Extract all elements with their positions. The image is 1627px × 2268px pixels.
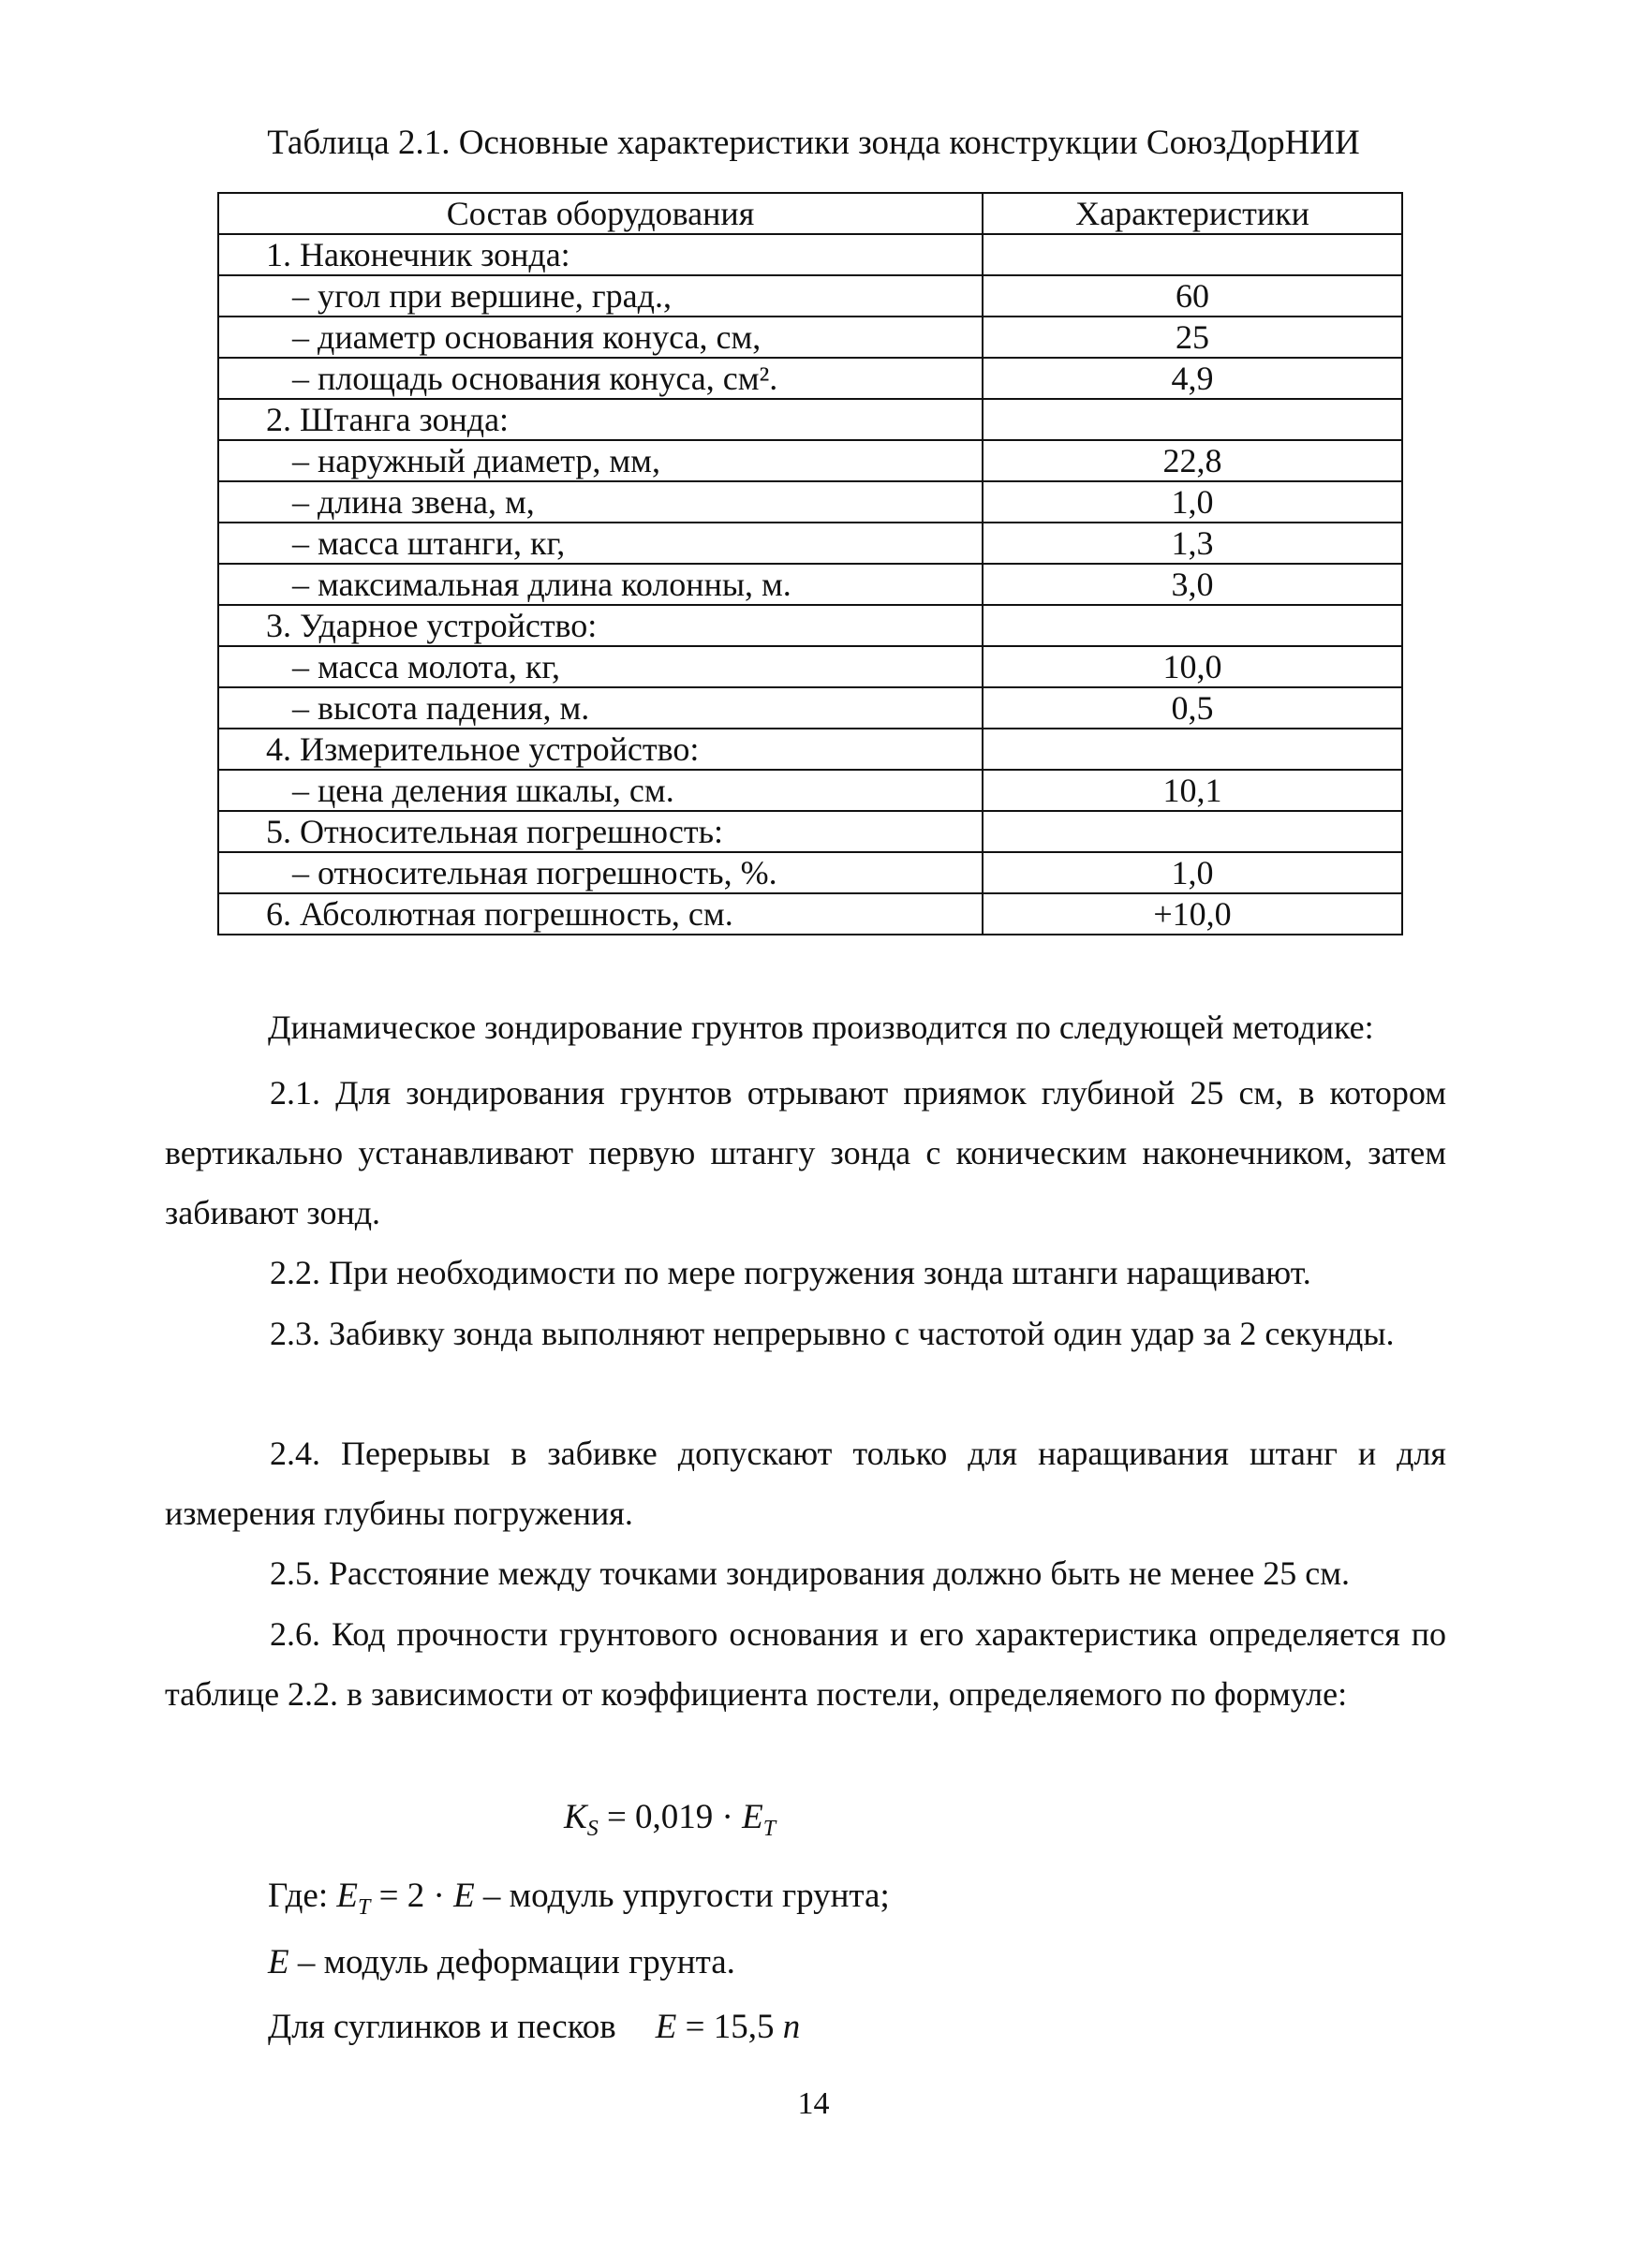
row-label: – наружный диаметр, мм, [218,440,983,481]
row-value: 1,0 [983,481,1402,523]
table-row [218,564,1402,605]
paragraph-2-4: 2.4. Перерывы в забивке допускают только для наращивания штанг и для измерения глубины погружения. [165,1435,1446,1532]
row-value [983,729,1402,770]
row-value: 0,5 [983,687,1402,729]
table-row [218,523,1402,564]
row-label: – цена деления шкалы, см. [218,770,983,811]
paragraph-2-5: 2.5. Расстояние между точками зондирования должно быть не менее 25 см. [270,1554,1350,1592]
table-row [218,317,1402,358]
row-label: – диаметр основания конуса, см, [218,317,983,358]
table-header-row [218,193,1402,234]
row-value: 4,9 [983,358,1402,399]
row-label: 3. Ударное устройство: [218,605,983,646]
row-label: 1. Наконечник зонда: [218,234,983,275]
column-header-equipment: Состав оборудования [218,193,983,234]
row-label: 4. Измерительное устройство: [218,729,983,770]
row-label: – относительная погрешность, %. [218,852,983,893]
intro-paragraph: Динамическое зондирование грунтов производится по следующей методике: [268,1009,1374,1046]
page-number: 14 [797,2086,830,2121]
row-value: 60 [983,275,1402,317]
row-label: 2. Штанга зонда: [218,399,983,440]
table-row [218,729,1402,770]
table-row [218,440,1402,481]
row-value: 1,0 [983,852,1402,893]
table-row [218,275,1402,317]
table-row [218,481,1402,523]
formula-e-definition: E – модуль деформации грунта. [268,1943,735,1981]
paragraph-2-1: 2.1. Для зондирования грунтов отрывают приямок глубиной 25 см, в котором вертикально устанавливают первую штангу зонда с коническим наконечником, затем забивают зонд. [165,1074,1446,1231]
row-value: 1,3 [983,523,1402,564]
probe-specs-table [217,192,1403,935]
row-value [983,811,1402,852]
row-value: 3,0 [983,564,1402,605]
row-label: – длина звена, м, [218,481,983,523]
row-value: 10,1 [983,770,1402,811]
table-caption: Таблица 2.1. Основные характеристики зонда конструкции СоюзДорНИИ [267,124,1360,162]
row-label: – масса молота, кг, [218,646,983,687]
column-header-characteristics: Характеристики [983,193,1402,234]
table-row [218,770,1402,811]
row-value: 25 [983,317,1402,358]
table-row [218,358,1402,399]
paragraph-2-2: 2.2. При необходимости по мере погружения зонда штанги наращивают. [270,1254,1311,1291]
row-value [983,605,1402,646]
paragraph-2-3: 2.3. Забивку зонда выполняют непрерывно с частотой один удар за 2 секунды. [270,1315,1395,1352]
table-row [218,399,1402,440]
table-row [218,811,1402,852]
table-row [218,234,1402,275]
row-value [983,234,1402,275]
row-label: – максимальная длина колонны, м. [218,564,983,605]
formula-where-et: Где: $E_T = 2 \cdot E$ – модуль упругости грунта; [268,1877,890,1920]
row-label: – угол при вершине, град., [218,275,983,317]
row-value: +10,0 [983,893,1402,935]
table-row [218,605,1402,646]
table-row [218,893,1402,935]
formula-soils: Для суглинков и песков E = 15,5 n [268,2008,801,2046]
row-value [983,399,1402,440]
row-label: – масса штанги, кг, [218,523,983,564]
table-row [218,852,1402,893]
row-label: 5. Относительная погрешность: [218,811,983,852]
paragraph-2-6: 2.6. Код прочности грунтового основания и его характеристика определяется по таблице 2.2. в зависимости от коэффициента постели, определяемого по формуле: [165,1615,1446,1713]
row-value: 22,8 [983,440,1402,481]
table-row [218,687,1402,729]
row-value: 10,0 [983,646,1402,687]
table-row [218,646,1402,687]
formula-ks: $K_S = 0,019 \cdot E_T$ [564,1798,777,1841]
row-label: – площадь основания конуса, см². [218,358,983,399]
row-label: – высота падения, м. [218,687,983,729]
row-label: 6. Абсолютная погрешность, см. [218,893,983,935]
